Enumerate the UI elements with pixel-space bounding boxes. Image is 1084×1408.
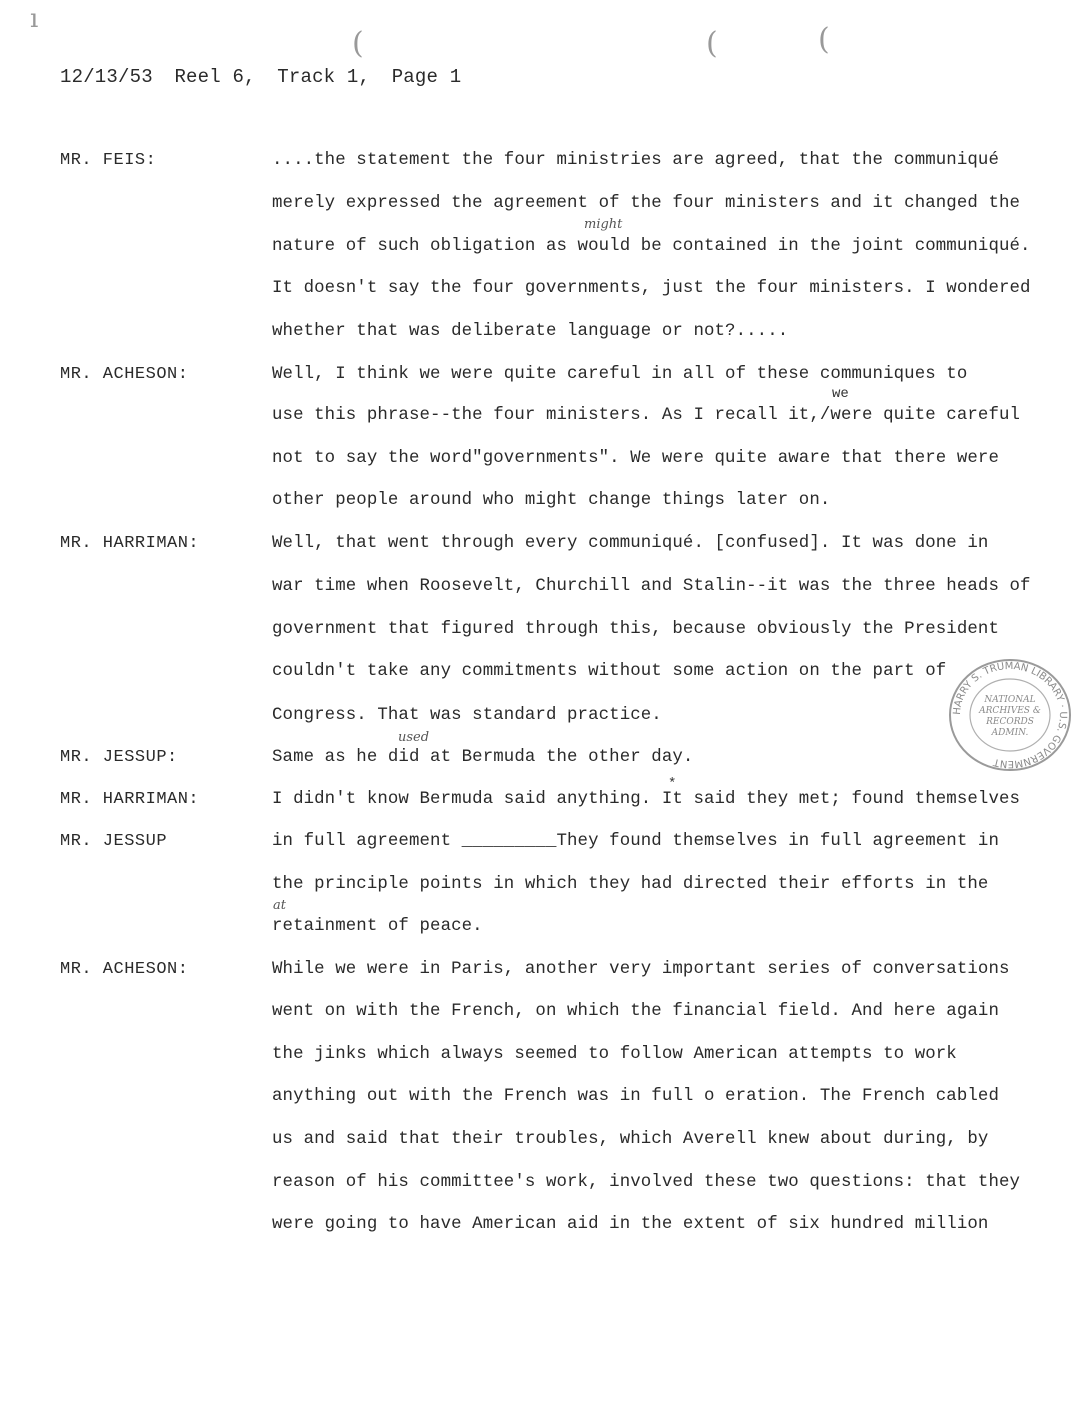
stamp-center-text: ARCHIVES & [979,706,1041,716]
transcript-line: us and said that their troubles, which Averell knew about during, by [272,1130,989,1149]
handwritten-correction-at: at [273,898,286,913]
speaker-label: MR. HARRIMAN: [60,790,200,809]
page-header [60,66,471,88]
transcript-line: Congress. That was standard practice. [272,706,662,725]
transcript-line: other people around who might change things later on. [272,491,831,510]
transcript-line: I didn't know Bermuda said anything. It said they met; found themselves [272,790,1021,809]
transcript-line: Well, that went through every communiqué. [confused]. It was done in [272,534,989,553]
transcript-line: the principle points in which they had directed their efforts in the [272,875,989,894]
margin-mark: ( [818,22,830,57]
speaker-label: MR. JESSUP: [60,748,178,767]
transcript-line: ....the statement the four ministries are agreed, that the communiqué [272,151,999,170]
header-date: 12/13/53 [60,66,153,88]
transcript-line: government that figured through this, because obviously the President [272,620,999,639]
typed-insertion-we: we [832,386,849,402]
transcript-line: whether that was deliberate language or not?..... [272,322,789,341]
speaker-label: MR. HARRIMAN: [60,534,200,553]
transcript-line: Well, I think we were quite careful in all of these communiques to [272,365,968,384]
handwritten-correction-used: used [398,730,430,745]
transcript-line: use this phrase--the four ministers. As I recall it,/were quite careful [272,406,1021,425]
speaker-label: MR. ACHESON: [60,365,189,384]
speaker-label: MR. FEIS: [60,151,157,170]
transcript-line: It doesn't say the four governments, just the four ministers. I wondered [272,279,1031,298]
transcript-line: were going to have American aid in the extent of six hundred million [272,1215,989,1234]
header-track: Track 1, [277,66,371,88]
speaker-label: MR. ACHESON: [60,960,189,979]
transcript-line: retainment of peace. [272,917,483,936]
transcript-line: anything out with the French was in full o eration. The French cabled [272,1087,999,1106]
stamp-center-text: RECORDS [986,717,1034,727]
transcript-line: went on with the French, on which the financial field. And here again [272,1002,999,1021]
library-stamp [946,656,1074,774]
transcript-line: merely expressed the agreement of the four ministers and it changed the [272,194,1021,213]
transcript-line: reason of his committee's work, involved these two questions: that they [272,1173,1021,1192]
stamp-center-text: ADMIN. [991,728,1029,738]
transcript-line: not to say the word"governments". We were quite aware that there were [272,449,999,468]
handwritten-correction-might: might [584,217,623,232]
transcript-line: nature of such obligation as would be contained in the joint communiqué. [272,237,1031,256]
margin-mark: ( [352,26,364,61]
transcript-line: the jinks which always seemed to follow American attempts to work [272,1045,957,1064]
header-page: Page 1 [391,66,462,88]
speaker-label: MR. JESSUP [60,832,168,851]
transcript-line: Same as he did at Bermuda the other day. [272,748,694,767]
transcript-line: couldn't take any commitments without some action on the part of [272,662,947,681]
transcript-line: in full agreement _________They found themselves in full agreement in [272,832,999,851]
header-reel: Reel 6, [174,66,256,88]
stamp-ring-text: HARRY S. TRUMAN LIBRARY · U.S. GOVERNMENT [951,660,1069,770]
transcript-line: While we were in Paris, another very important series of conversations [272,960,1010,979]
stamp-center-text: NATIONAL [984,695,1036,705]
margin-mark: ( [706,26,718,61]
transcript-line: war time when Roosevelt, Churchill and Stalin--it was the three heads of [272,577,1031,596]
asterisk-mark: * [668,776,677,792]
margin-mark: ı [30,4,39,34]
